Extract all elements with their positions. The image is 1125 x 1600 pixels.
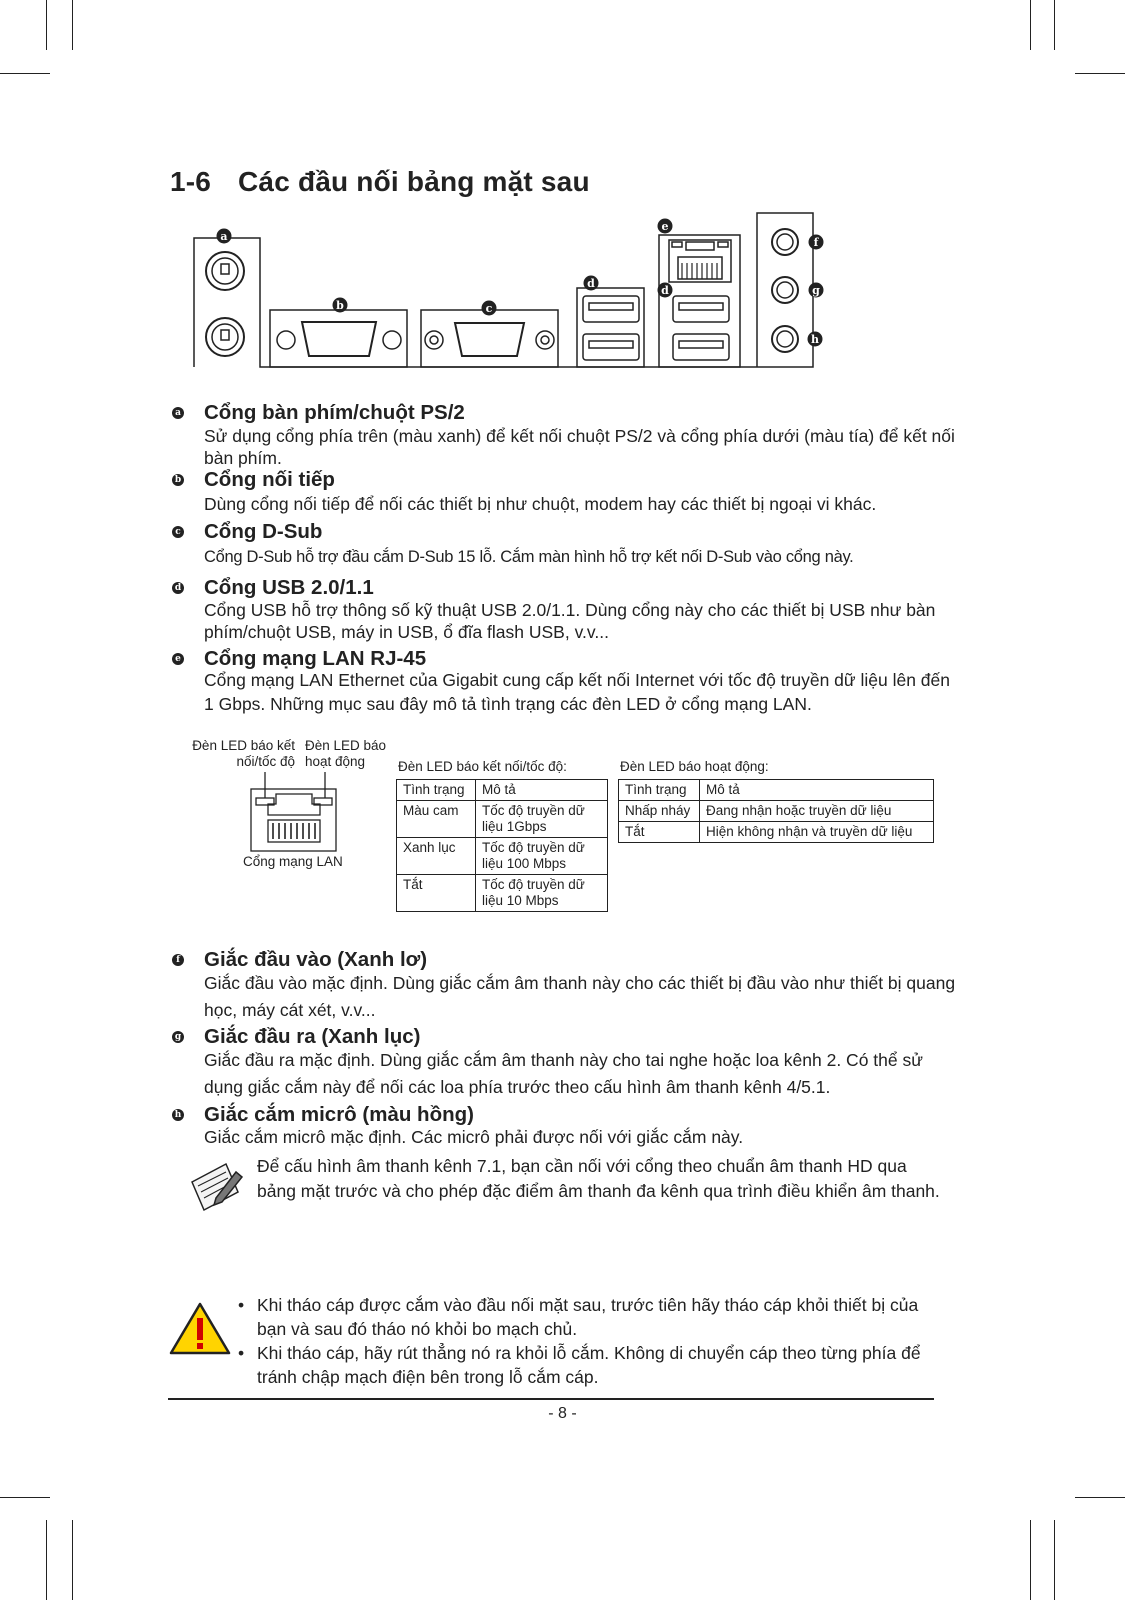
table-header-cell: Tình trạng [397, 780, 476, 801]
item-letter: f [172, 954, 184, 966]
panel-outline [194, 213, 813, 367]
vga-port-frame [421, 310, 558, 367]
table-cell: Nhấp nháy [619, 801, 700, 822]
item-title: Cổng D-Sub [204, 520, 323, 543]
item-letter: e [172, 653, 184, 665]
table-row [397, 838, 608, 875]
table-header-cell: Mô tả [476, 780, 608, 801]
table-cell: Tốc độ truyền dữ liệu 10 Mbps [476, 875, 608, 912]
serial-port [302, 322, 376, 356]
usb-port [583, 296, 639, 322]
item-description: Cổng USB hỗ trợ thông số kỹ thuật USB 2.0/1.1. Dùng cổng này cho các thiết bị USB như bàn phím/chuột USB, máy in USB, ổ đĩa flash USB, v.v... [204, 600, 936, 642]
item-title: Cổng USB 2.0/1.1 [204, 576, 374, 599]
panel-letter-d: d [661, 284, 669, 297]
audio-jack-line-in [772, 229, 798, 255]
item-title: Giắc đầu vào (Xanh lơ) [204, 948, 428, 971]
panel-letter-g: g [812, 284, 820, 297]
warning-list [236, 1293, 946, 1389]
item-letter: d [172, 582, 184, 594]
back-panel-diagram [0, 0, 1125, 380]
warning-item: • Khi tháo cáp được cắm vào đầu nối mặt sau, trước tiên hãy tháo cáp khỏi thiết bị của bạn và sau đó tháo nó khỏi bo mạch chủ. [238, 1295, 919, 1339]
led-activity-label: Đèn LED báo hoạt động [305, 738, 387, 769]
panel-letter-a: a [220, 230, 228, 243]
usb-block-1 [577, 288, 644, 367]
table-cell: Tắt [619, 822, 700, 843]
activity-led-table [618, 779, 934, 843]
panel-letter-f: f [813, 236, 819, 249]
audio-jack-mic [772, 326, 798, 352]
item-title: Giắc đầu ra (Xanh lục) [204, 1025, 421, 1048]
speed-table-caption: Đèn LED báo kết nối/tốc độ: [398, 759, 567, 774]
item-description: Dùng cổng nối tiếp để nối các thiết bị như chuột, modem hay các thiết bị ngoại vi khác. [204, 494, 877, 514]
panel-letter-b: b [336, 299, 344, 312]
item-title: Cổng nối tiếp [204, 468, 335, 491]
warning-icon [168, 1300, 232, 1358]
table-cell: Tốc độ truyền dữ liệu 100 Mbps [476, 838, 608, 875]
table-cell: Đang nhận hoặc truyền dữ liệu [700, 801, 934, 822]
item-description: Giắc đầu vào mặc định. Dùng giắc cắm âm thanh này cho các thiết bị đầu vào như thiết bị quang học, máy cát xét, v.v... [204, 973, 956, 1020]
item-title: Cổng bàn phím/chuột PS/2 [204, 401, 465, 424]
speed-led-table [396, 779, 608, 912]
panel-letter-e: e [661, 220, 669, 233]
table-header-cell: Tình trạng [619, 780, 700, 801]
item-description: Cổng mạng LAN Ethernet của Gigabit cung cấp kết nối Internet với tốc độ truyền dữ liệu lên đến 1 Gbps. Những mục sau đây mô tả tình trạng các đèn LED ở cổng mạng LAN. [204, 670, 950, 714]
usb-port [673, 296, 729, 322]
item-title: Giắc cắm micrô (màu hồng) [204, 1103, 474, 1126]
item-letter: a [172, 407, 184, 419]
table-cell: Tắt [397, 875, 476, 912]
item-description: Giắc cắm micrô mặc định. Các micrô phải được nối với giắc cắm này. [204, 1127, 744, 1147]
section-title: Các đầu nối bảng mặt sau [238, 166, 590, 197]
table-header-row [619, 780, 934, 801]
usb-port [673, 334, 729, 360]
lan-port-diagram [240, 768, 350, 853]
section-number: 1-6 [170, 166, 212, 197]
note-pencil-icon [186, 1160, 246, 1215]
item-letter: g [172, 1031, 184, 1043]
led-link-label: Đèn LED báo kết nối/tốc độ [192, 738, 295, 769]
note-text: Để cấu hình âm thanh kênh 7.1, bạn cần nối với cổng theo chuẩn âm thanh HD qua bảng mặt trước và cho phép đặc điểm âm thanh đa kênh qua trình điều khiển âm thanh. [257, 1156, 940, 1201]
footer-rule [168, 1398, 934, 1400]
activity-table-caption: Đèn LED báo hoạt động: [620, 759, 769, 774]
item-letter: b [172, 474, 184, 486]
item-letter: c [172, 526, 184, 538]
table-cell: Tốc độ truyền dữ liệu 1Gbps [476, 801, 608, 838]
table-header-cell: Mô tả [700, 780, 934, 801]
table-cell: Hiện không nhận và truyền dữ liệu [700, 822, 934, 843]
page-number: - 8 - [548, 1405, 577, 1422]
table-cell: Màu cam [397, 801, 476, 838]
warning-item: • Khi tháo cáp, hãy rút thẳng nó ra khỏi lỗ cắm. Không di chuyển cáp theo từng phía để tránh chập mạch điện bên trong lỗ cắm cáp. [238, 1343, 921, 1387]
audio-jack-line-out [772, 277, 798, 303]
table-row [619, 822, 934, 843]
vga-port [455, 323, 524, 356]
table-row [397, 801, 608, 838]
item-description: Giắc đầu ra mặc định. Dùng giắc cắm âm thanh này cho tai nghe hoặc loa kênh 2. Có thể sử dụng giắc cắm này để nối các loa phía trước theo cấu hình âm thanh kênh 4/5.1. [204, 1050, 923, 1097]
table-row [397, 875, 608, 912]
table-header-row [397, 780, 608, 801]
serial-port-frame [270, 310, 407, 367]
panel-letter-c: c [485, 302, 493, 315]
table-row [619, 801, 934, 822]
item-description: Cổng D-Sub hỗ trợ đầu cắm D-Sub 15 lỗ. Cắm màn hình hỗ trợ kết nối D-Sub vào cổng này. [204, 548, 854, 566]
item-title: Cổng mạng LAN RJ-45 [204, 647, 427, 670]
panel-letter-d: d [587, 277, 595, 290]
item-description: Sử dụng cổng phía trên (màu xanh) để kết nối chuột PS/2 và cổng phía dưới (màu tía) để kết nối bàn phím. [204, 426, 955, 468]
lan-port-label: Cổng mạng LAN [243, 854, 343, 869]
usb-port [583, 334, 639, 360]
panel-letter-h: h [811, 333, 819, 346]
item-letter: h [172, 1109, 184, 1121]
table-cell: Xanh lục [397, 838, 476, 875]
lan-usb-block [659, 235, 740, 367]
